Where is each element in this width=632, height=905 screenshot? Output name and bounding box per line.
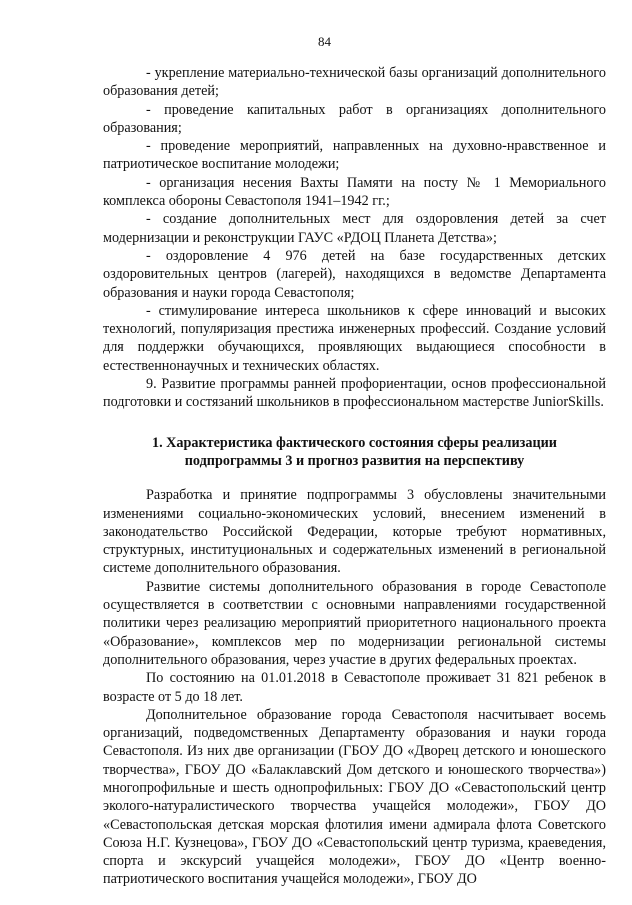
numbered-item-9: 9. Развитие программы ранней профориентации, основ профессиональной подготовки и состязаний школьников в профессиональном мастерстве JuniorSkills. bbox=[103, 376, 606, 411]
section-heading-line-2: подпрограммы 3 и прогноз развития на перспективу bbox=[184, 452, 525, 469]
list-item: - организация несения Вахты Памяти на посту № 1 Мемориального комплекса обороны Севастополя 1941–1942 гг.; bbox=[103, 174, 606, 210]
body-paragraph: Разработка и принятие подпрограммы 3 обусловлены значительными изменениями социально-экономических условий, внесением изменений в законодательство Российской Федерации, которые требуют нормативных, структурных, институциональных и содержательных изменений в региональной системе дополнительного образования. bbox=[103, 487, 606, 577]
body-paragraph: Дополнительное образование города Севастополя насчитывает восемь организаций, подведомственных Департаменту образования и науки города Севастополя. Из них две организации (ГБОУ ДО «Дворец детского и юношеского творчества», ГБОУ ДО «Балаклавский Дом детского и юношеского творчества») многопрофильные и шесть однопрофильных: ГБОУ ДО «Севастопольский центр эколого-натуралистического творчества учащейся молодежи», ГБОУ ДО «Севастопольская детская морская флотилия имени адмирала флота Советского Союза Н.Г. Кузнецова», ГБОУ ДО «Севастопольский центр туризма, краеведения, спорта и экскурсий учащейся молодежи», ГБОУ ДО «Центр военно-патриотического воспитания учащейся молодежи», ГБОУ ДО bbox=[103, 706, 606, 888]
section-heading bbox=[103, 434, 606, 471]
section-heading-line-1: 1. Характеристика фактического состояния сферы реализации bbox=[151, 434, 557, 451]
list-item: - оздоровление 4 976 детей на базе государственных детских оздоровительных центров (лагерей), находящихся в ведомстве Департамента образования и науки города Севастополя; bbox=[103, 247, 606, 301]
body-paragraph: По состоянию на 01.01.2018 в Севастополе проживает 31 821 ребенок в возрасте от 5 до 18 лет. bbox=[103, 670, 606, 705]
list-item: - стимулирование интереса школьников к сфере инноваций и высоких технологий, популяризация престижа инженерных профессий. Создание условий для поддержки обучающихся, проявляющих выдающиеся способности в естественнонаучных и технических областях. bbox=[103, 302, 606, 374]
list-item: - проведение капитальных работ в организациях дополнительного образования; bbox=[103, 101, 606, 136]
page-number: 84 bbox=[318, 34, 331, 49]
list-item: - проведение мероприятий, направленных на духовно-нравственное и патриотическое воспитание молодежи; bbox=[103, 138, 606, 173]
list-item: - укрепление материально-технической базы организаций дополнительного образования детей; bbox=[103, 65, 606, 100]
measures-list bbox=[103, 64, 606, 375]
list-item: - создание дополнительных мест для оздоровления детей за счет модернизации и реконструкции ГАУС «РДОЦ Планета Детства»; bbox=[103, 211, 606, 246]
body-paragraph: Развитие системы дополнительного образования в городе Севастополе осуществляется в соответствии с основными направлениями государственной политики через реализацию мероприятий приоритетного национального проекта «Образование», комплексов мер по модернизации региональной системы дополнительного образования, через участие в других федеральных проектах. bbox=[103, 578, 606, 668]
